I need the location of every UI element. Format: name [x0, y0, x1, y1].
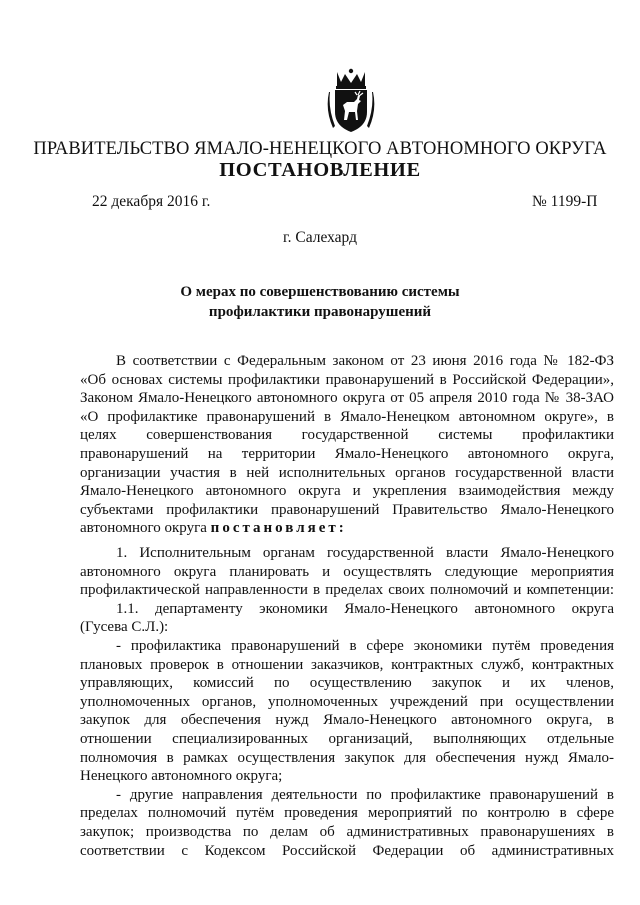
- text-line: соответствии с Кодексом Российской Федерации об административных: [80, 842, 614, 859]
- text-line: отношении специализированных организаций, выполняющих отдельные: [80, 730, 614, 747]
- document-title: [0, 282, 640, 322]
- text-line: целях совершенствования государственной системы профилактики: [80, 427, 614, 444]
- document-number: № 1199-П: [532, 193, 598, 210]
- document-type: ПОСТАНОВЛЕНИЕ: [219, 159, 421, 181]
- text-line: Ямало-Ненецкого автономного округа и укрепления взаимодействия между: [80, 483, 614, 500]
- text-line: закупок для обеспечения нужд Ямало-Ненецкого автономного округа, в: [80, 712, 614, 729]
- title-line: профилактики правонарушений: [208, 304, 432, 320]
- clause-1-paragraph: [80, 544, 614, 860]
- text-line: правонарушений на территории Ямало-Ненецкого автономного округа,: [80, 445, 614, 462]
- text-line: Законом Ямало-Ненецкого автономного округа от 05 апреля 2010 года № 38-ЗАО: [80, 390, 614, 407]
- text-line: управляющих, комиссий по осуществлению закупок и их членов,: [80, 675, 614, 692]
- coat-of-arms-icon: [327, 68, 375, 134]
- text-line: уполномоченных органов, уполномоченных учреждений при осуществлении: [80, 693, 614, 710]
- text-line: - другие направления деятельности по профилактике правонарушений в: [116, 786, 614, 803]
- text-line: пределах полномочий путём проведения мероприятий по контролю в сфере: [80, 805, 614, 822]
- text-line: «Об основах системы профилактики правонарушений в Российской Федерации»,: [80, 371, 614, 388]
- text-line: закупок; производства по делам об административных правонарушениях в: [80, 823, 614, 840]
- text-line: [80, 519, 614, 538]
- resolution-word: постановляет:: [210, 520, 347, 537]
- text-line: полномочия в рамках осуществления закупок для обеспечения нужд Ямало-: [80, 749, 614, 766]
- organization-name: ПРАВИТЕЛЬСТВО ЯМАЛО-НЕНЕЦКОГО АВТОНОМНОГО ОКРУГА: [33, 139, 607, 159]
- text-line: 1.1. департаменту экономики Ямало-Ненецкого автономного округа: [116, 600, 614, 617]
- document-city: г. Салехард: [283, 229, 357, 246]
- text-line: (Гусева С.Л.):: [80, 619, 169, 636]
- text-line: «О профилактике правонарушений в Ямало-Ненецком автономном округе», в: [80, 408, 614, 425]
- text-fragment: автономного округа: [80, 520, 207, 537]
- text-line: Ненецкого автономного округа;: [80, 768, 283, 785]
- text-line: плановых проверок в отношении заказчиков, контрактных служб, контрактных: [80, 656, 614, 673]
- text-line: субъектами профилактики правонарушений Правительство Ямало-Ненецкого: [80, 501, 614, 518]
- text-line: - профилактика правонарушений в сфере экономики путём проведения: [116, 637, 614, 654]
- title-line: О мерах по совершенствованию системы: [180, 284, 460, 300]
- text-line: В соответствии с Федеральным законом от 23 июня 2016 года № 182-ФЗ: [116, 353, 614, 369]
- preamble-paragraph: [80, 352, 614, 538]
- text-line: профилактической направленности в пределах своих полномочий и компетенции:: [80, 582, 614, 599]
- document-date: 22 декабря 2016 г.: [92, 193, 211, 210]
- text-line: организации участия в ней исполнительных органов государственной власти: [80, 464, 614, 481]
- text-line: 1. Исполнительным органам государственной власти Ямало-Ненецкого: [116, 545, 614, 561]
- text-line: автономного округа планировать и осуществлять следующие мероприятия: [80, 563, 614, 580]
